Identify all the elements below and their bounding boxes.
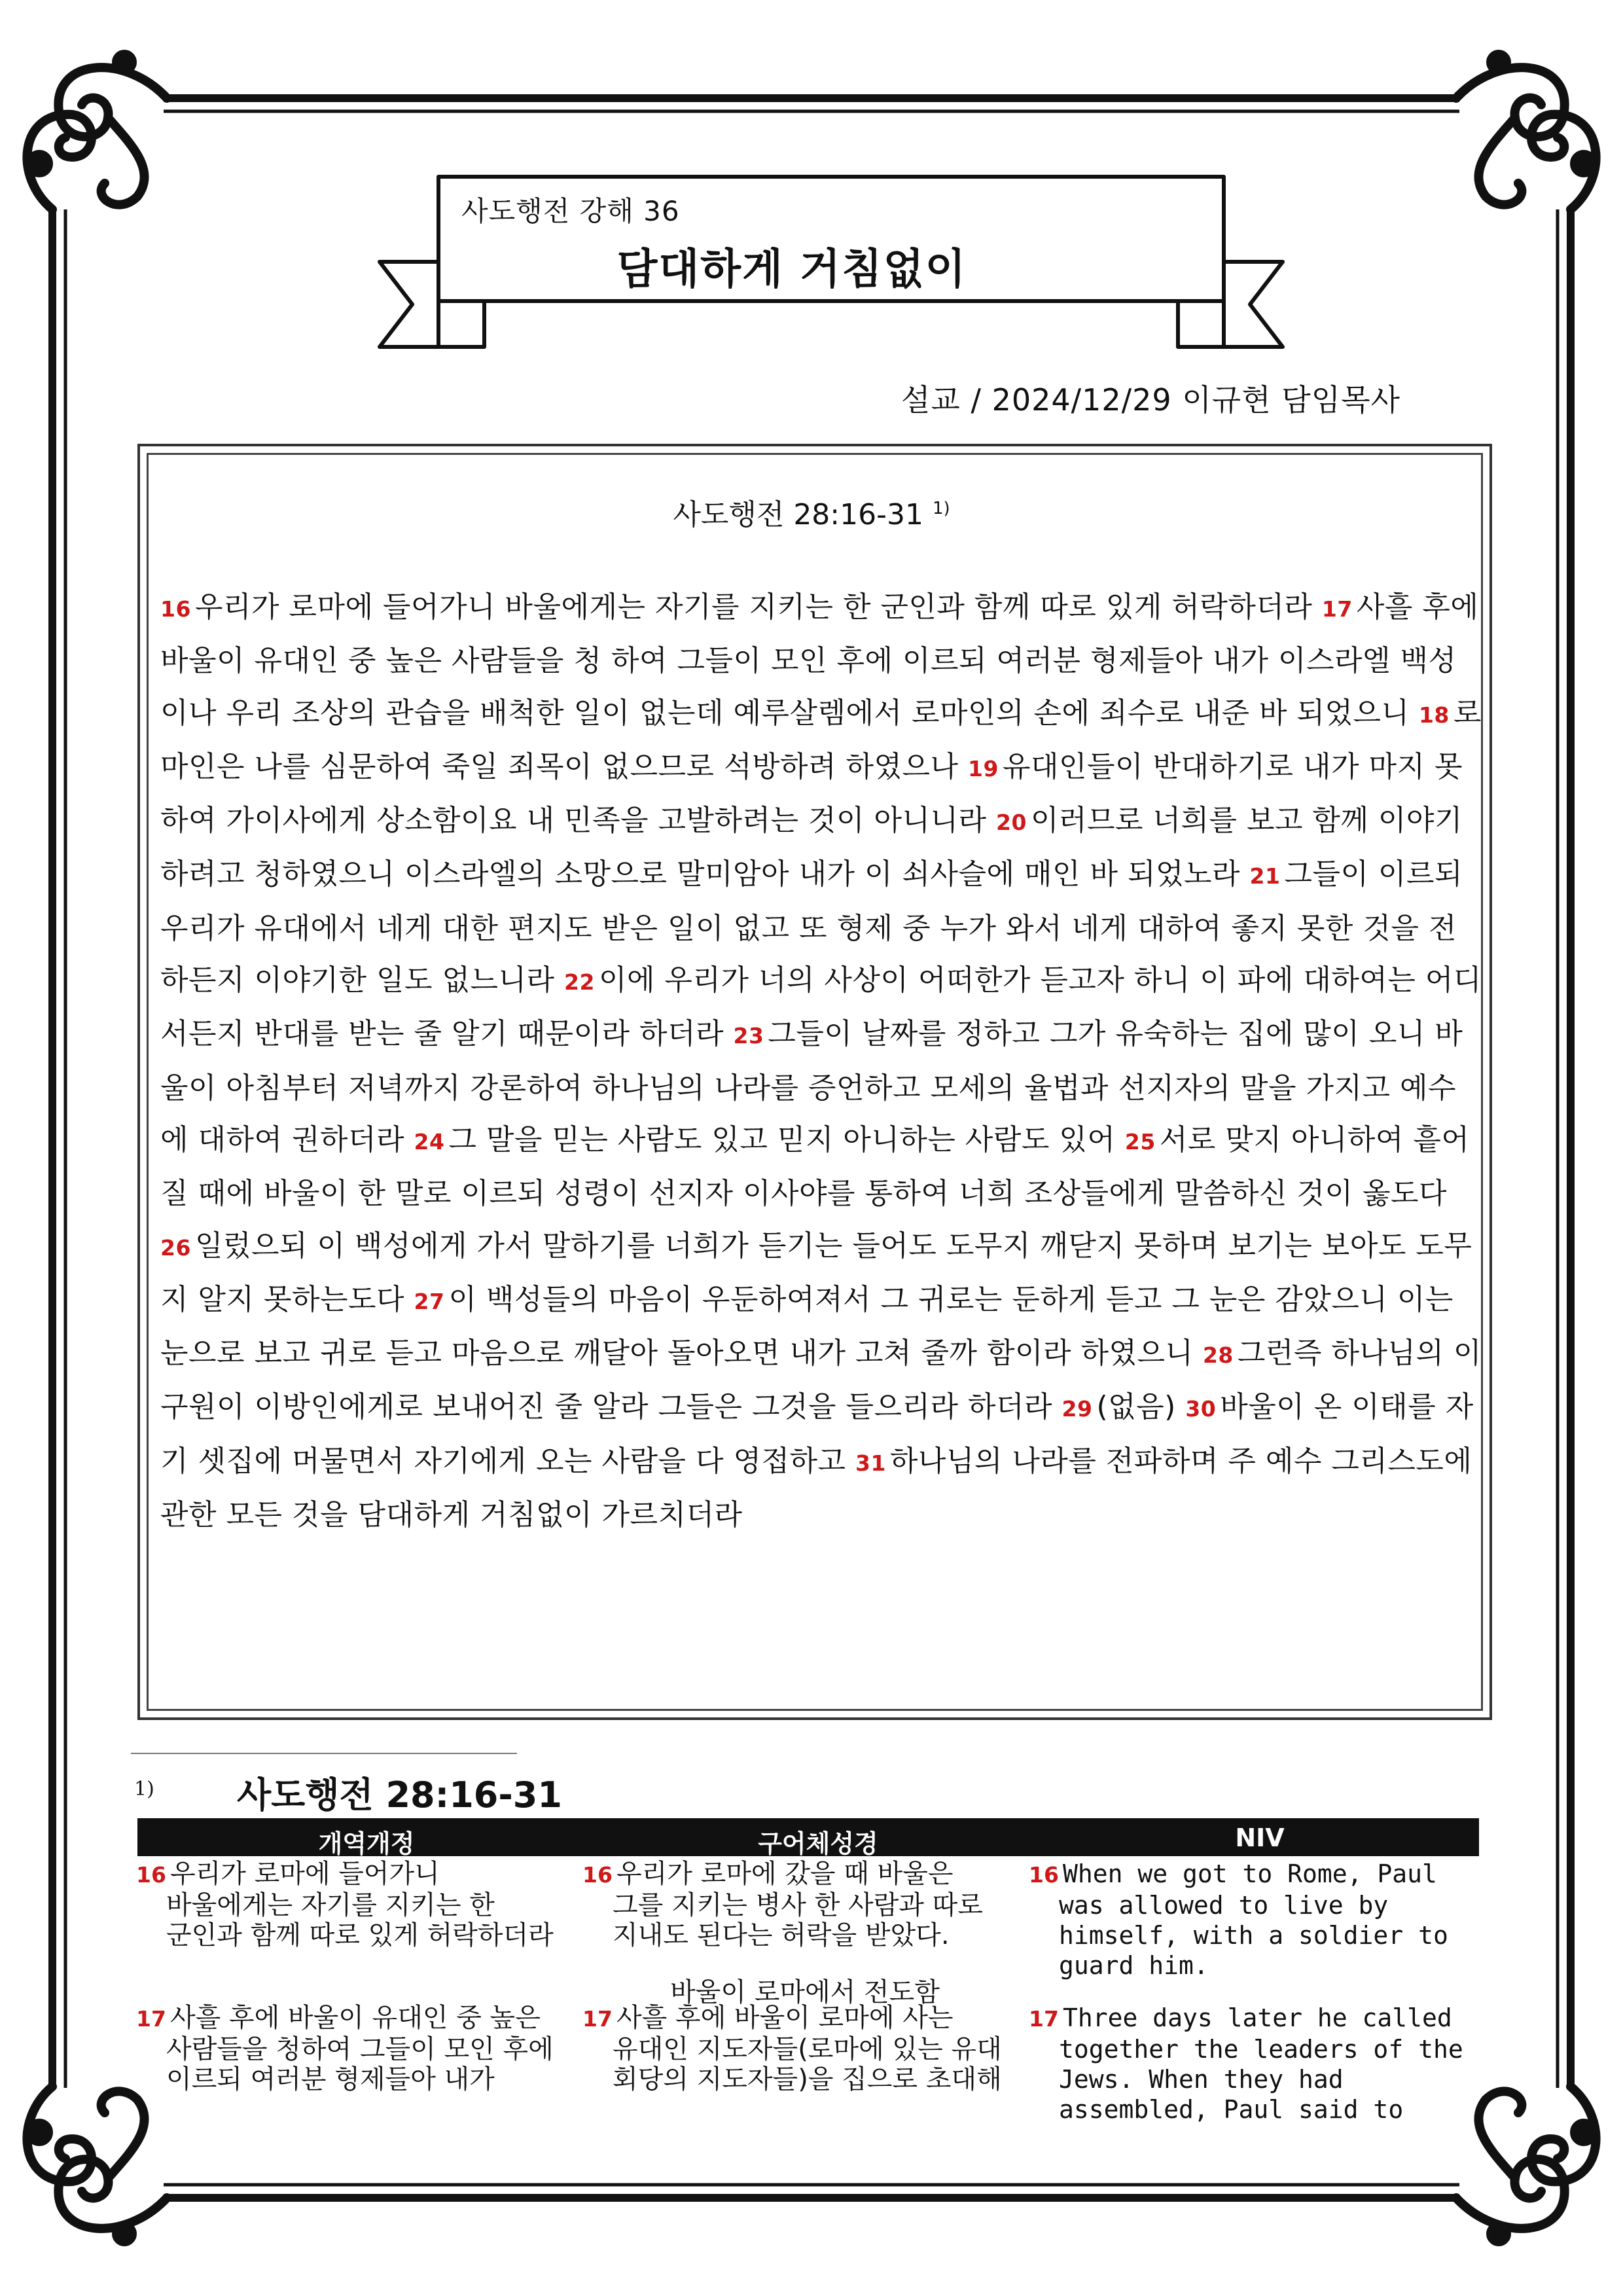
comparison-table-header — [137, 1818, 1479, 1856]
entry-text: himself, with a soldier to — [1059, 1921, 1448, 1950]
colloquial-entry — [582, 2003, 1002, 2094]
entry-text: together the leaders of the — [1059, 2035, 1463, 2064]
entry-line — [1029, 2034, 1463, 2064]
niv-entry — [1029, 1859, 1448, 1981]
footnote-title: 사도행전 28:16-31 — [237, 1774, 562, 1816]
verse-number: 16 — [160, 596, 191, 622]
niv-entry — [1029, 2003, 1463, 2125]
verse-text: 일렀으되 이 백성에게 가서 말하기를 너희가 듣기는 들어도 도무지 깨닫지 못하며 보기는 보아도 도무지 알지 못하는도다 — [160, 1229, 1472, 1316]
verse-number: 26 — [160, 1234, 191, 1261]
krv-entry — [136, 1859, 554, 1950]
column-header-krv: 개역개정 — [318, 1829, 415, 1858]
verse-text: 서로 맞지 아니하여 흩어질 때에 바울이 한 말로 이르되 성령이 선지자 이사야를 통하여 너희 조상들에게 말씀하신 것이 옳도다 — [160, 1122, 1470, 1211]
verse-text: 이러므로 너희를 보고 함께 이야기하려고 청하였으니 이스라엘의 소망으로 말미암아 내가 이 쇠사슬에 매인 바 되었노라 — [160, 804, 1463, 891]
verse-text: (없음) — [1096, 1390, 1186, 1424]
entry-text: was allowed to live by — [1059, 1891, 1389, 1920]
entry-line — [582, 1859, 983, 1890]
verse-text: 로마인은 나를 심문하여 죽일 죄목이 없으므로 석방하려 하였으나 — [160, 696, 1482, 783]
verse-number: 17 — [136, 2006, 166, 2032]
scripture-reference: 사도행전 28:16-31 $^{1)}$ — [673, 498, 950, 531]
verse-text: 바울이 온 이태를 자기 셋집에 머물면서 자기에게 오는 사람을 다 영접하고 — [160, 1390, 1474, 1478]
entry-text: 우리가 로마에 들어가니 — [169, 1859, 440, 1889]
verse-number: 29 — [1061, 1396, 1093, 1422]
entry-line — [1029, 2003, 1463, 2034]
entry-line — [582, 2064, 1002, 2094]
verse-number: 24 — [414, 1128, 445, 1155]
entry-text: 군인과 함께 따로 있게 허락하더라 — [166, 1920, 554, 1950]
entry-line — [136, 1920, 554, 1950]
verse-number: 23 — [733, 1023, 764, 1049]
krv-entry — [136, 2003, 554, 2094]
entry-text: 우리가 로마에 갔을 때 바울은 — [616, 1859, 954, 1889]
entry-text: Three days later he called — [1062, 2003, 1452, 2032]
verse-number: 28 — [1202, 1342, 1234, 1369]
entry-text: 사흘 후에 바울이 로마에 사는 — [616, 2003, 954, 2033]
entry-text: When we got to Rome, Paul — [1062, 1859, 1437, 1888]
verse-number: 20 — [996, 810, 1027, 836]
entry-line — [582, 2034, 1002, 2064]
verse-number: 17 — [1321, 596, 1353, 622]
entry-line — [136, 1890, 554, 1920]
entry-line — [1029, 1890, 1448, 1920]
verse-number: 21 — [1249, 863, 1281, 889]
verse-number: 18 — [1418, 702, 1450, 728]
verse-text: 그들이 이르되 우리가 유대에서 네게 대한 편지도 받은 일이 없고 또 형제 중 누가 와서 네게 대하여 좋지 못한 것을 전하든지 이야기한 일도 없느니라 — [160, 857, 1463, 997]
entry-line — [136, 2064, 554, 2094]
entry-text: guard him. — [1059, 1951, 1209, 1980]
sermon-byline: 설교 / 2024/12/29 이규현 담임목사 — [901, 382, 1400, 418]
verse-text: 사흘 후에 바울이 유대인 중 높은 사람들을 청 하여 그들이 모인 후에 이르되 여러분 형제들아 내가 이스라엘 백성이나 우리 조상의 관습을 배척한 일이 없는데 예루살렘에서 로마인의 손에 죄수로 내준 바 되었으니 — [160, 590, 1479, 730]
entry-line — [582, 1920, 983, 1950]
verse-number: 25 — [1124, 1128, 1156, 1155]
verse-number: 30 — [1185, 1396, 1217, 1422]
entry-text: assembled, Paul said to — [1059, 2095, 1404, 2124]
footnote-marker: 1) — [932, 499, 950, 519]
verse-text: 이 백성들의 마음이 우둔하여져서 그 귀로는 둔하게 듣고 그 눈은 감았으니 이는 눈으로 보고 귀로 듣고 마음으로 깨달아 돌아오면 내가 고쳐 줄까 함이라 하였으니 — [160, 1282, 1454, 1371]
sermon-title: 담대하게 거침없이 — [616, 245, 967, 294]
verse-number: 19 — [968, 755, 999, 781]
entry-text: 그를 지키는 병사 한 사람과 따로 — [613, 1890, 983, 1920]
verse-text: 그 말을 믿는 사람도 있고 믿지 아니하는 사람도 있어 — [448, 1122, 1125, 1157]
entry-line — [1029, 1950, 1448, 1981]
footnote-divider — [131, 1753, 517, 1754]
entry-text: 지내도 된다는 허락을 받았다. — [613, 1920, 950, 1950]
colloquial-entry — [582, 1859, 983, 1950]
verse-number: 16 — [582, 1862, 613, 1888]
entry-line — [1029, 2094, 1463, 2125]
entry-text: 이르되 여러분 형제들아 내가 — [166, 2064, 495, 2094]
verse-text: 하나님의 나라를 전파하며 주 예수 그리스도에 관한 모든 것을 담대하게 거침없이 가르치더라 — [160, 1444, 1472, 1532]
scripture-passage — [160, 581, 1482, 1541]
entry-line — [582, 1890, 983, 1920]
entry-line — [136, 1859, 554, 1890]
column-header-niv: NIV — [1235, 1823, 1285, 1852]
entry-line — [136, 2034, 554, 2064]
verse-text: 우리가 로마에 들어가니 바울에게는 자기를 지키는 한 군인과 함께 따로 있게 허락하더라 — [194, 590, 1322, 624]
entry-text: Jews. When they had — [1059, 2065, 1344, 2094]
entry-text: 사람들을 청하여 그들이 모인 후에 — [166, 2034, 554, 2064]
entry-text: 회당의 지도자들)을 집으로 초대해 — [613, 2064, 1002, 2094]
footnote-number: 1) — [134, 1778, 154, 1801]
verse-number: 17 — [1029, 2006, 1059, 2032]
corner-scroll-ornament — [27, 54, 167, 209]
verse-text: 그런즉 하나님의 이 구원이 이방인에게로 보내어진 줄 알라 그들은 그것을 들으리라 하더라 — [160, 1336, 1482, 1424]
series-title: 사도행전 강해 36 — [461, 195, 680, 227]
verse-text: 유대인들이 반대하기로 내가 마지 못하여 가이사에게 상소함이요 내 민족을 고발하려는 것이 아니니라 — [160, 749, 1463, 838]
verse-number: 16 — [1029, 1862, 1059, 1888]
entry-line — [1029, 1859, 1448, 1890]
entry-text: 바울에게는 자기를 지키는 한 — [166, 1890, 495, 1920]
verse-number: 22 — [564, 969, 595, 996]
entry-line — [1029, 1920, 1448, 1950]
verse-number: 27 — [414, 1288, 445, 1314]
verse-number: 31 — [855, 1450, 886, 1476]
verse-number: 17 — [582, 2006, 613, 2032]
colloquial-subheading: 바울이 로마에서 전도함 — [670, 1977, 940, 2007]
column-header-colloquial: 구어체성경 — [758, 1829, 878, 1858]
verse-text: 이에 우리가 너의 사상이 어떠한가 듣고자 하니 이 파에 대하여는 어디서든지 반대를 받는 줄 알기 때문이라 하더라 — [160, 963, 1482, 1051]
entry-text: 사흘 후에 바울이 유대인 중 높은 — [169, 2003, 541, 2033]
verse-number: 16 — [136, 1862, 166, 1888]
verse-text: 그들이 날짜를 정하고 그가 유숙하는 집에 많이 오니 바울이 아침부터 저녁까지 강론하여 하나님의 나라를 증언하고 모세의 율법과 선지자의 말을 가지고 예수에 대하여 권하더라 — [160, 1017, 1463, 1157]
entry-line — [1029, 2064, 1463, 2094]
entry-line — [136, 2003, 554, 2034]
entry-text: 유대인 지도자들(로마에 있는 유대 — [613, 2034, 1002, 2064]
